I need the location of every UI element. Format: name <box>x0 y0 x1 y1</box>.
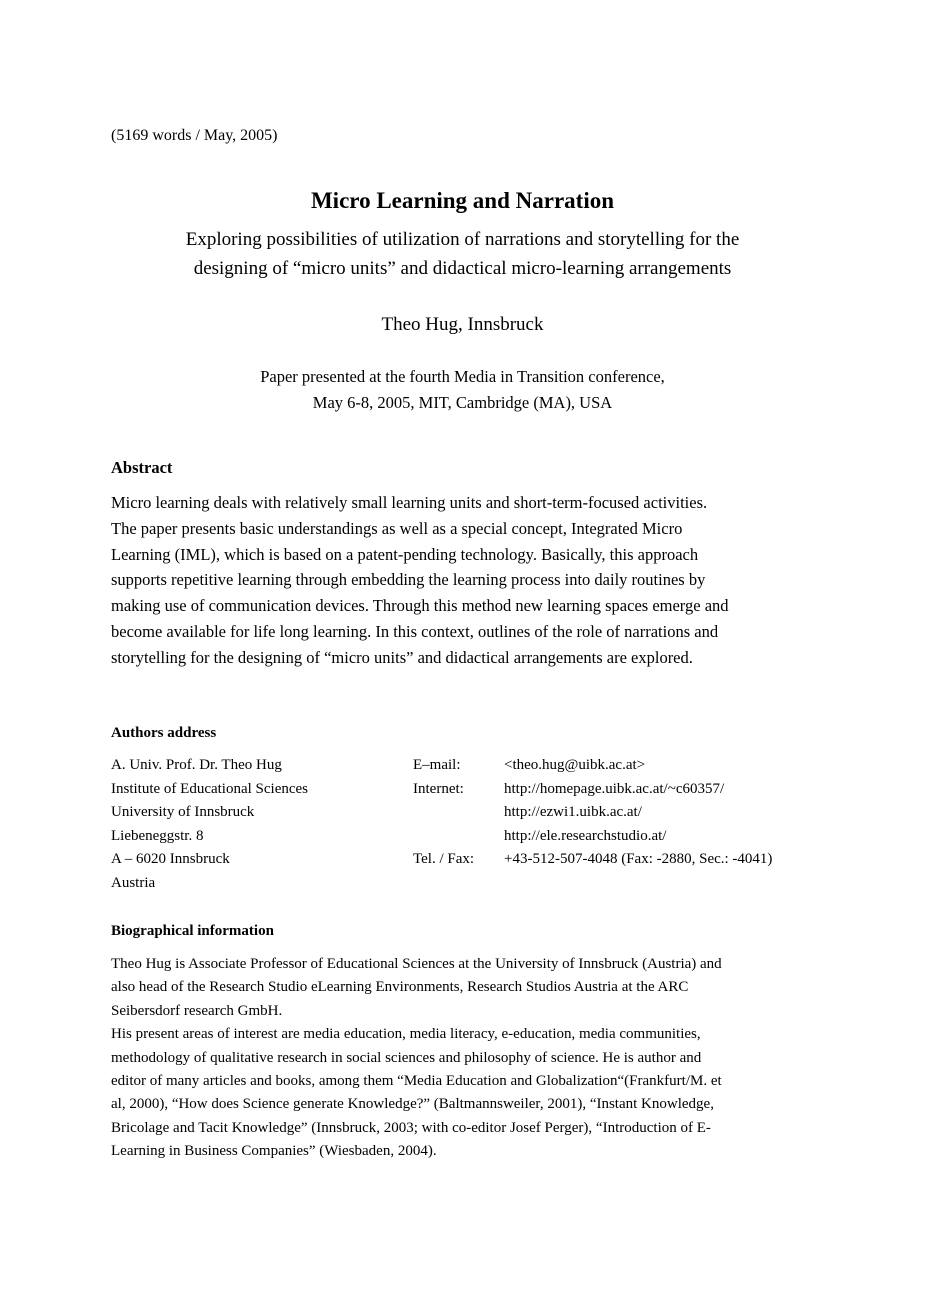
conference-line: May 6-8, 2005, MIT, Cambridge (MA), USA <box>312 393 613 412</box>
bio-line: Seibersdorf research GmbH. <box>111 1002 283 1019</box>
contact-label: Tel. / Fax: <box>413 851 475 868</box>
address-line: A. Univ. Prof. Dr. Theo Hug <box>111 757 282 773</box>
address-row <box>111 754 831 778</box>
bio-body <box>111 953 831 1164</box>
word-count-note: (5169 words / May, 2005) <box>111 127 278 144</box>
contact-value: +43-512-507-4048 (Fax: -2880, Sec.: -4041) <box>504 851 773 868</box>
abstract-line: storytelling for the designing of “micro units” and didactical arrangements are explored. <box>111 647 693 667</box>
abstract-line: Learning (IML), which is based on a patent-pending technology. Basically, this approach <box>111 544 699 564</box>
contact-value[interactable]: http://ele.researchstudio.at/ <box>504 827 667 844</box>
bio-line: al, 2000), “How does Science generate Knowledge?” (Baltmannsweiler, 2001), “Instant Knowledge, <box>111 1096 714 1113</box>
address-row <box>111 848 831 872</box>
conference-note <box>0 364 925 416</box>
abstract-line: Micro learning deals with relatively small learning units and short-term-focused activities. <box>111 493 708 512</box>
address-row <box>111 778 831 802</box>
address-line: University of Innsbruck <box>111 804 255 821</box>
contact-value[interactable]: http://homepage.uibk.ac.at/~c60357/ <box>504 780 725 797</box>
contact-label <box>413 801 504 825</box>
subtitle-line: designing of “micro units” and didactical micro-learning arrangements <box>193 258 732 279</box>
bio-heading: Biographical information <box>111 923 274 939</box>
address-line: Liebeneggstr. 8 <box>111 827 204 844</box>
abstract-line: making use of communication devices. Through this method new learning spaces emerge and <box>111 596 729 616</box>
paper-title: Micro Learning and Narration <box>310 188 615 213</box>
address-line: A – 6020 Innsbruck <box>111 851 230 868</box>
address-row <box>111 872 831 896</box>
bio-line: editor of many articles and books, among them “Media Education and Globalization“(Frankfurt/M. et <box>111 1073 722 1090</box>
bio-line: Theo Hug is Associate Professor of Educational Sciences at the University of Innsbruck (Austria) and <box>111 956 722 972</box>
authors-address-heading: Authors address <box>111 725 217 741</box>
abstract-line: The paper presents basic understandings as well as a special concept, Integrated Micro <box>111 518 683 538</box>
bio-line: also head of the Research Studio eLearning Environments, Research Studios Austria at the ARC <box>111 979 689 996</box>
address-line: Austria <box>111 874 156 891</box>
abstract-line: supports repetitive learning through embedding the learning process into daily routines by <box>111 570 706 590</box>
abstract-heading: Abstract <box>111 458 173 477</box>
address-line: Institute of Educational Sciences <box>111 780 309 797</box>
authors-address-table <box>111 754 831 896</box>
contact-label <box>413 825 504 849</box>
abstract-line: become available for life long learning. In this context, outlines of the role of narrations and <box>111 621 719 641</box>
contact-label: Internet: <box>413 780 464 797</box>
address-row <box>111 801 831 825</box>
author-line: Theo Hug, Innsbruck <box>381 314 544 335</box>
bio-line: methodology of qualitative research in social sciences and philosophy of science. He is author and <box>111 1049 702 1066</box>
contact-label <box>413 872 504 896</box>
abstract-body <box>111 490 831 671</box>
contact-label: E–mail: <box>413 757 461 773</box>
bio-line: His present areas of interest are media education, media literacy, e-education, media communities, <box>111 1026 701 1043</box>
contact-value[interactable]: http://ezwi1.uibk.ac.at/ <box>504 804 642 821</box>
subtitle-line: Exploring possibilities of utilization of narrations and storytelling for the <box>185 229 740 250</box>
address-row <box>111 825 831 849</box>
paper-subtitle <box>0 225 925 283</box>
bio-line: Bricolage and Tacit Knowledge” (Innsbruck, 2003; with co-editor Josef Perger), “Introduction of E- <box>111 1119 711 1136</box>
contact-value[interactable]: <theo.hug@uibk.ac.at> <box>504 757 646 773</box>
conference-line: Paper presented at the fourth Media in Transition conference, <box>260 367 665 386</box>
bio-line: Learning in Business Companies” (Wiesbaden, 2004). <box>111 1143 437 1160</box>
